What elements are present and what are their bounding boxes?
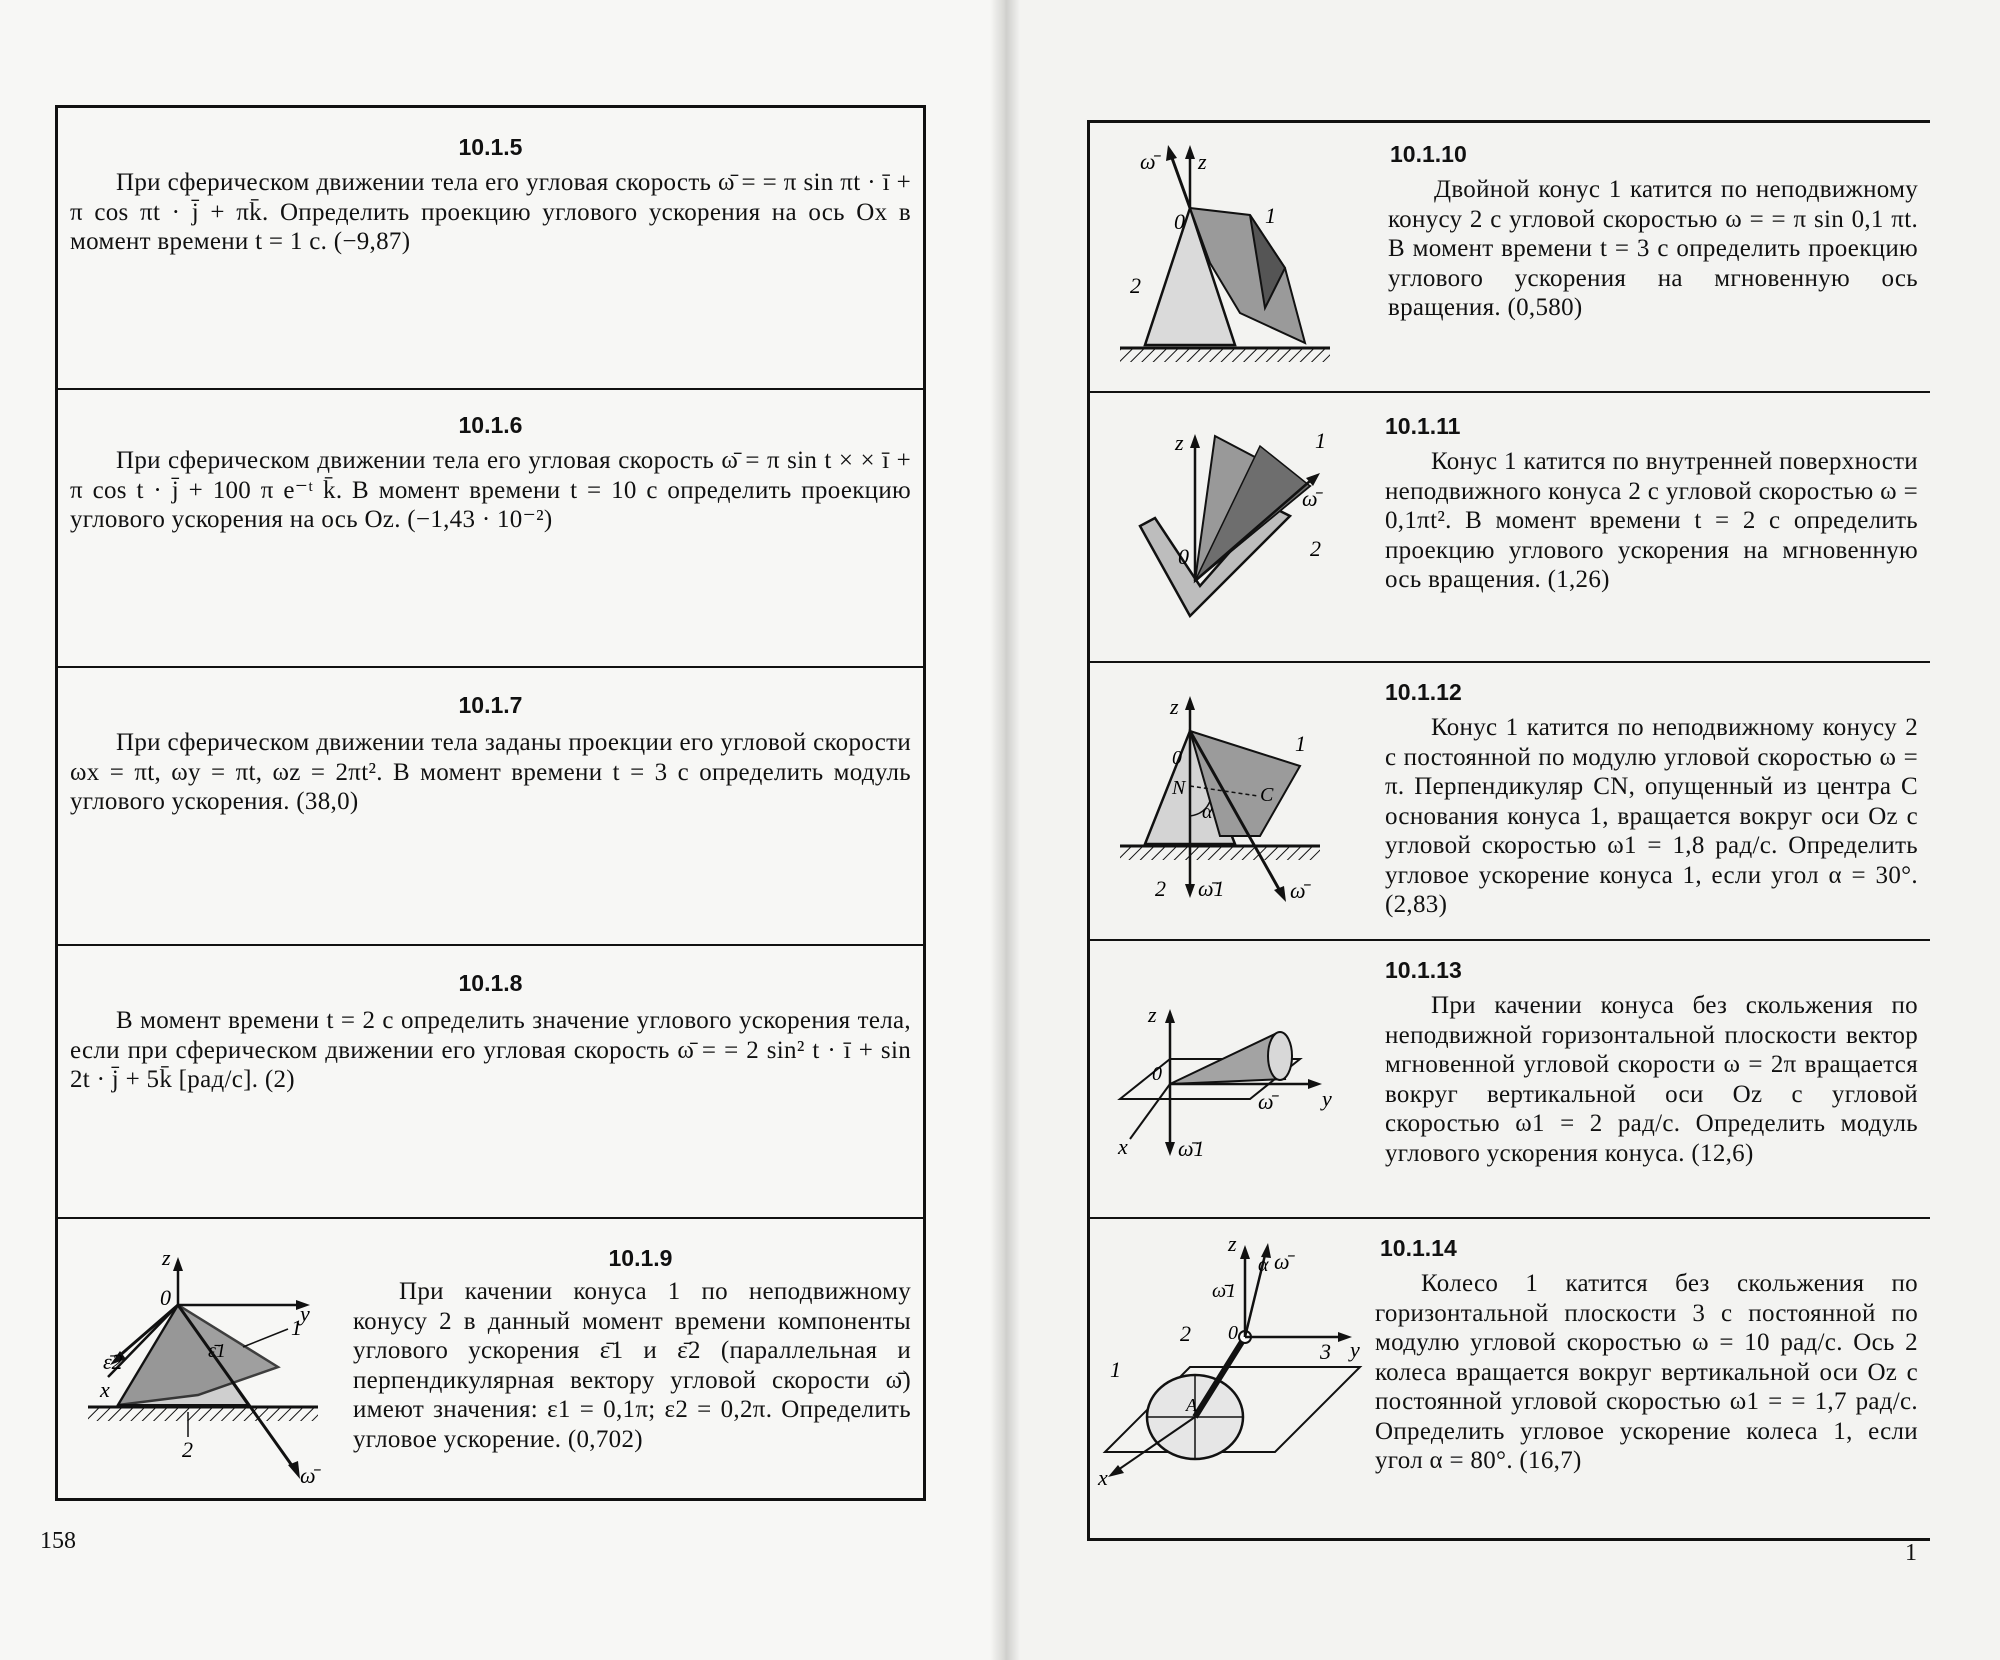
origin-label: 0 [1152, 1063, 1162, 1085]
omega-label: ω̄ [1274, 1249, 1290, 1274]
problem-text: При качении конуса без скольжения по неподвижной горизонтальной плоскости вектор мгновенной угловой скорости ω = 2π вращается вокруг вертикальной оси Oz с угловой скоростью ω1 = 2 рад/с. Определить модуль углового ускорения конуса. (12,6) [1385, 992, 1918, 1167]
z-axis-label: z [1198, 149, 1207, 174]
z-axis-label: z [162, 1245, 171, 1270]
problem-number: 10.1.5 [458, 134, 523, 160]
problem-10-1-6 [58, 388, 923, 668]
cone-1-label: 1 [1315, 428, 1326, 453]
problem-number: 10.1.7 [458, 692, 523, 718]
omega-label: ω̄ [1290, 878, 1306, 903]
x-axis-label: x [1098, 1465, 1108, 1490]
omega1-label: ω̄1 [1178, 1136, 1205, 1161]
left-page-number: 158 [40, 1528, 76, 1554]
y-axis-label: y [1350, 1337, 1360, 1362]
alpha-label: α [1202, 801, 1213, 823]
origin-label: 0 [160, 1285, 171, 1310]
z-axis-label: z [1228, 1231, 1237, 1256]
problem-text: При сферическом движении тела заданы проекции его угловой скорости ωx = πt, ωy = πt, ωz = 2πt². В момент времени t = 3 с определить модуль углового ускорения. (38,0) [70, 729, 911, 815]
x-axis-label: x [100, 1377, 110, 1402]
cone-2-label: 2 [1130, 273, 1141, 298]
figure-10-1-10 [1110, 133, 1370, 383]
problem-text: Двойной конус 1 катится по неподвижному конусу 2 с угловой скоростью ω = = π sin 0,1 πt. В момент времени t = 3 с определить проекцию углового ускорения на мгновенную ось вращения. (0,580) [1388, 176, 1918, 321]
problem-number: 10.1.12 [1385, 679, 1462, 705]
eps2-label: ε̄2 [103, 1349, 123, 1374]
cone-1-label: 1 [1265, 203, 1276, 228]
problem-text: Конус 1 катится по неподвижному конусу 2 с постоянной по модулю угловой скоростью ω = π. Перпендикуляр CN, опущенный из центра C основания конуса 1, вращается вокруг оси Oz с угловой скоростью ω1 = 1,8 рад/с. Определить угловое ускорение конуса 1, если угол α = 30°. (2,83) [1385, 714, 1918, 918]
y-axis-label: y [1322, 1086, 1332, 1111]
problem-number: 10.1.9 [608, 1245, 673, 1271]
x-axis-label: x [1118, 1134, 1128, 1159]
problem-number: 10.1.8 [458, 970, 523, 996]
figure-10-1-9 [78, 1247, 338, 1487]
figure-10-1-13 [1100, 984, 1360, 1184]
c-label: C [1260, 784, 1274, 806]
origin-label: 0 [1178, 544, 1189, 569]
problem-text: При качении конуса 1 по неподвижному конусу 2 в данный момент времени компоненты углового ускорения ε̄1 и ε̄2 (параллельная и перпендикулярная вектору угловой скорости ω̄) имеют значения: ε1 = 0,1π; ε2 = 0,2π. Определить угловое ускорение. (0,702) [353, 1278, 911, 1453]
eps1-label: ε̄1 [208, 1340, 226, 1362]
omega-label: ω̄ [1140, 149, 1156, 174]
problem-number: 10.1.14 [1380, 1235, 1457, 1261]
cone-2-label: 2 [1155, 876, 1166, 901]
problem-number: 10.1.11 [1385, 413, 1461, 439]
omega1-label: ω̄1 [1198, 876, 1225, 901]
omega-label: ω̄ [300, 1463, 316, 1488]
plane-3-label: 3 [1320, 1339, 1331, 1364]
problem-10-1-11 [1090, 391, 1930, 663]
z-axis-label: z [1148, 1002, 1157, 1027]
problem-10-1-9 [58, 1217, 923, 1498]
a-label: A [1186, 1395, 1197, 1415]
cone-2-label: 2 [182, 1437, 193, 1462]
problem-number: 10.1.10 [1390, 141, 1467, 167]
problem-10-1-5 [58, 108, 923, 390]
problem-text: В момент времени t = 2 с определить значение углового ускорения тела, если при сферическом движении его угловая скорость ω̄ = = 2 sin² t · ī + sin 2t · j̄ + 5k̄ [рад/с]. (2) [70, 1007, 911, 1093]
origin-label: 0 [1228, 1322, 1238, 1344]
problem-number: 10.1.13 [1385, 957, 1462, 983]
omega1-label: ω̄1 [1212, 1280, 1237, 1302]
figure-10-1-12 [1110, 686, 1370, 926]
n-label: N [1172, 777, 1186, 799]
book-gutter [990, 0, 1020, 1660]
cone-2-label: 2 [1310, 536, 1321, 561]
omega-label: ω̄ [1258, 1089, 1274, 1114]
problem-10-1-10 [1090, 123, 1930, 393]
wheel-1-label: 1 [1110, 1357, 1121, 1382]
cone-1-label: 1 [291, 1315, 302, 1340]
problem-10-1-12 [1090, 661, 1930, 941]
right-page-number: 1 [1905, 1540, 1917, 1566]
z-axis-label: z [1175, 430, 1184, 455]
problem-text: При сферическом движении тела его угловая скорость ω̄ = π sin t × × ī + π cos t · j̄ + 100 π e⁻ᵗ k̄. В момент времени t = 10 с определить проекцию углового ускорения на ось Oz. (−1,43 · 10⁻²) [70, 447, 911, 533]
problem-10-1-13 [1090, 939, 1930, 1219]
z-axis-label: z [1170, 694, 1179, 719]
origin-label: 0 [1172, 747, 1182, 769]
problem-text: Конус 1 катится по внутренней поверхности неподвижного конуса 2 с угловой скоростью ω = 0,1πt². В момент времени t = 2 с определить проекцию углового ускорения на мгновенную ось вращения. (1,26) [1385, 448, 1918, 593]
omega-label: ω̄ [1302, 486, 1318, 511]
cone-1-label: 1 [1295, 731, 1306, 756]
problem-10-1-14 [1090, 1217, 1930, 1538]
y-axis-label: y [300, 1301, 310, 1326]
left-problem-column [55, 105, 926, 1501]
figure-10-1-14 [1090, 1227, 1370, 1490]
problem-10-1-8 [58, 944, 923, 1219]
right-problem-column [1087, 120, 1930, 1541]
problem-number: 10.1.6 [458, 412, 523, 438]
problem-text: При сферическом движении тела его угловая скорость ω̄ = = π sin πt · ī + π cos πt · j̄ + πk̄. Определить проекцию углового ускорения на ось Ox в момент времени t = 1 с. (−9,87) [70, 169, 911, 255]
origin-label: 0 [1174, 209, 1185, 234]
problem-text: Колесо 1 катится без скольжения по горизонтальной плоскости 3 с постоянной по модулю угловой скоростью ω = 10 рад/с. Ось 2 колеса вращается вокруг вертикальной оси Oz с постоянной угловой скоростью ω1 = = 1,7 рад/с. Определить угловое ускорение колеса 1, если угол α = 80°. (16,7) [1375, 1270, 1918, 1474]
figure-10-1-11 [1110, 406, 1370, 646]
problem-10-1-7 [58, 666, 923, 946]
axle-2-label: 2 [1180, 1321, 1191, 1346]
alpha-label: α [1258, 1254, 1269, 1276]
